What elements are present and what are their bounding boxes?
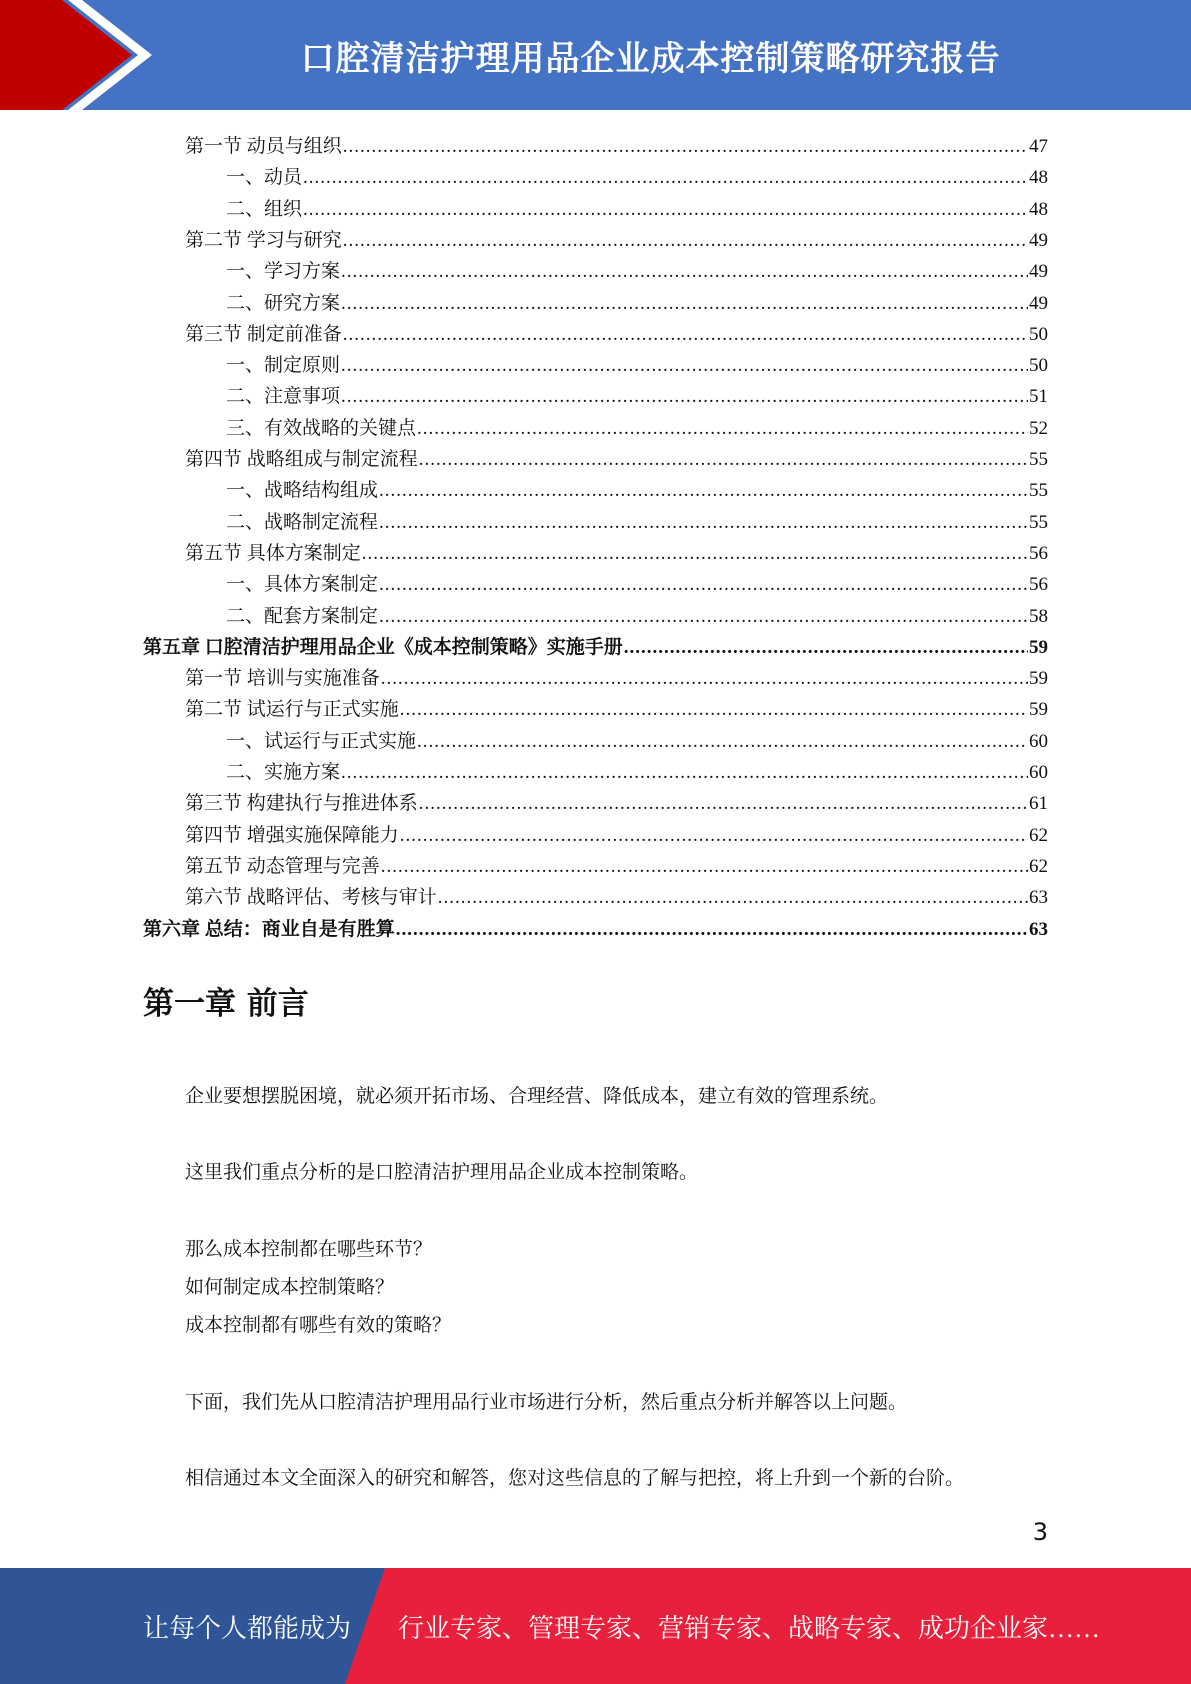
toc-entry-title: 二、实施方案 — [226, 762, 341, 783]
toc-chapter-entry[interactable] — [143, 629, 1048, 660]
paragraph: 下面，我们先从口腔清洁护理用品行业市场进行分析，然后重点分析并解答以上问题。 — [185, 1392, 908, 1413]
toc-page-number: 63 — [1029, 887, 1048, 909]
toc-entry-title: 二、组织 — [226, 198, 303, 220]
toc-entry-title: 第六节 战略评估、考核与审计 — [185, 887, 437, 909]
toc-section-entry[interactable] — [185, 441, 1048, 472]
toc-dot-leader — [396, 918, 1028, 942]
footer-band — [0, 1568, 1191, 1684]
toc-section-entry[interactable] — [185, 222, 1048, 253]
toc-page-number: 47 — [1029, 136, 1048, 157]
toc-entry-title: 第二节 学习与研究 — [185, 229, 342, 251]
toc-subsection-entry[interactable] — [226, 472, 1048, 503]
toc-dot-leader — [341, 292, 1028, 316]
chapter-heading: 第一章 前言 — [143, 986, 309, 1022]
toc-dot-leader — [343, 323, 1028, 347]
toc-section-entry[interactable] — [185, 128, 1048, 159]
toc-section-entry[interactable] — [185, 660, 1048, 691]
paragraph: 企业要想摆脱困境，就必须开拓市场、合理经营、降低成本，建立有效的管理系统。 — [185, 1086, 889, 1107]
footer-slogan-right: 行业专家、管理专家、营销专家、战略专家、成功企业家…… — [398, 1613, 1101, 1643]
toc-page-number: 55 — [1029, 511, 1048, 533]
toc-dot-leader — [417, 417, 1028, 441]
question-line: 成本控制都有哪些有效的策略？ — [185, 1315, 452, 1336]
toc-dot-leader — [343, 135, 1028, 159]
header-title: 口腔清洁护理用品企业成本控制策略研究报告 — [300, 38, 1001, 79]
toc-page-number: 59 — [1029, 699, 1048, 721]
toc-subsection-entry[interactable] — [226, 754, 1048, 785]
toc-dot-leader — [341, 385, 1028, 409]
toc-dot-leader — [303, 198, 1028, 222]
footer-slogan-left: 让每个人都能成为 — [143, 1613, 352, 1643]
toc-subsection-entry[interactable] — [226, 410, 1048, 441]
toc-entry-title: 第五节 动态管理与完善 — [185, 855, 380, 877]
toc-entry-title: 一、试运行与正式实施 — [226, 730, 417, 752]
toc-entry-title: 第二节 试运行与正式实施 — [185, 699, 399, 721]
toc-dot-leader — [400, 698, 1028, 722]
toc-subsection-entry[interactable] — [226, 378, 1048, 409]
toc-entry-title: 三、有效战略的关键点 — [226, 417, 417, 439]
header-arrow-decoration — [0, 0, 160, 110]
toc-subsection-entry[interactable] — [226, 253, 1048, 284]
toc-subsection-entry[interactable] — [226, 566, 1048, 597]
toc-page-number: 48 — [1029, 167, 1048, 189]
toc-dot-leader — [417, 730, 1028, 754]
toc-entry-title: 第五章 口腔清洁护理用品企业《成本控制策略》实施手册 — [143, 636, 623, 658]
toc-dot-leader — [379, 511, 1028, 535]
toc-page-number: 51 — [1029, 386, 1048, 408]
toc-dot-leader — [343, 229, 1028, 253]
toc-page-number: 55 — [1029, 480, 1048, 502]
toc-dot-leader — [341, 761, 1028, 785]
toc-page-number: 62 — [1029, 824, 1048, 846]
toc-entry-title: 第六章 总结：商业自是有胜算 — [143, 918, 395, 940]
toc-page-number: 56 — [1029, 574, 1048, 596]
toc-chapter-entry[interactable] — [143, 911, 1048, 942]
toc-page-number: 61 — [1029, 793, 1048, 815]
toc-page-number: 60 — [1029, 762, 1048, 783]
toc-entry-title: 第三节 构建执行与推进体系 — [185, 793, 418, 815]
toc-entry-title: 第一节 动员与组织 — [185, 136, 342, 157]
toc-entry-title: 一、动员 — [226, 167, 303, 189]
toc-page-number: 62 — [1029, 855, 1048, 877]
toc-entry-title: 一、战略结构组成 — [226, 480, 379, 502]
toc-dot-leader — [438, 886, 1028, 910]
toc-entry-title: 二、研究方案 — [226, 292, 341, 314]
toc-page-number: 60 — [1029, 730, 1048, 752]
toc-dot-leader — [379, 605, 1028, 629]
toc-section-entry[interactable] — [185, 848, 1048, 879]
toc-section-entry[interactable] — [185, 691, 1048, 722]
toc-subsection-entry[interactable] — [226, 598, 1048, 629]
toc-entry-title: 一、具体方案制定 — [226, 574, 379, 596]
toc-dot-leader — [362, 542, 1028, 566]
toc-page-number: 49 — [1029, 229, 1048, 251]
toc-section-entry[interactable] — [185, 785, 1048, 816]
toc-dot-leader — [400, 824, 1028, 848]
toc-page-number: 49 — [1029, 292, 1048, 314]
toc-entry-title: 二、战略制定流程 — [226, 511, 379, 533]
toc-page-number: 49 — [1029, 261, 1048, 283]
toc-page-number: 63 — [1029, 918, 1048, 940]
toc-entry-title: 第一节 培训与实施准备 — [185, 668, 380, 690]
toc-entry-title: 一、制定原则 — [226, 355, 341, 377]
toc-dot-leader — [381, 855, 1028, 879]
toc-entry-title: 二、注意事项 — [226, 386, 341, 408]
toc-page-number: 59 — [1029, 668, 1048, 690]
paragraph: 这里我们重点分析的是口腔清洁护理用品企业成本控制策略。 — [185, 1162, 699, 1183]
toc-dot-leader — [341, 354, 1028, 378]
toc-page-number: 50 — [1029, 355, 1048, 377]
toc-dot-leader — [419, 792, 1028, 816]
page-number: 3 — [1032, 1518, 1048, 1546]
toc-dot-leader — [379, 479, 1028, 503]
toc-page-number: 48 — [1029, 198, 1048, 220]
toc-dot-leader — [341, 260, 1028, 284]
toc-section-entry[interactable] — [185, 535, 1048, 566]
toc-page-number: 55 — [1029, 449, 1048, 470]
toc-dot-leader — [303, 166, 1028, 190]
toc-section-entry[interactable] — [185, 879, 1048, 910]
toc-page-number: 56 — [1029, 542, 1048, 564]
toc-section-entry[interactable] — [185, 316, 1048, 347]
toc-subsection-entry[interactable] — [226, 723, 1048, 754]
toc-subsection-entry[interactable] — [226, 285, 1048, 316]
toc-page-number: 52 — [1029, 417, 1048, 439]
toc-section-entry[interactable] — [185, 817, 1048, 848]
toc-dot-leader — [419, 448, 1028, 472]
toc-subsection-entry[interactable] — [226, 504, 1048, 535]
toc-entry-title: 第四节 增强实施保障能力 — [185, 824, 399, 846]
question-line: 如何制定成本控制策略？ — [185, 1277, 395, 1298]
question-line: 那么成本控制都在哪些环节？ — [185, 1239, 433, 1260]
toc-entry-title: 第三节 制定前准备 — [185, 323, 342, 345]
toc-dot-leader — [381, 667, 1028, 691]
toc-page-number: 58 — [1029, 605, 1048, 627]
toc-entry-title: 第五节 具体方案制定 — [185, 542, 361, 564]
toc-entry-title: 第四节 战略组成与制定流程 — [185, 449, 418, 470]
toc-dot-leader — [624, 636, 1028, 660]
header-band — [0, 0, 1191, 110]
toc-entry-title: 二、配套方案制定 — [226, 605, 379, 627]
toc-dot-leader — [379, 573, 1028, 597]
toc-entry-title: 一、学习方案 — [226, 261, 341, 283]
paragraph: 相信通过本文全面深入的研究和解答，您对这些信息的了解与把控，将上升到一个新的台阶。 — [185, 1468, 965, 1489]
toc-page-number: 59 — [1029, 636, 1048, 658]
toc-page-number: 50 — [1029, 323, 1048, 345]
toc-subsection-entry[interactable] — [226, 347, 1048, 378]
toc-subsection-entry[interactable] — [226, 191, 1048, 222]
toc-subsection-entry[interactable] — [226, 159, 1048, 190]
